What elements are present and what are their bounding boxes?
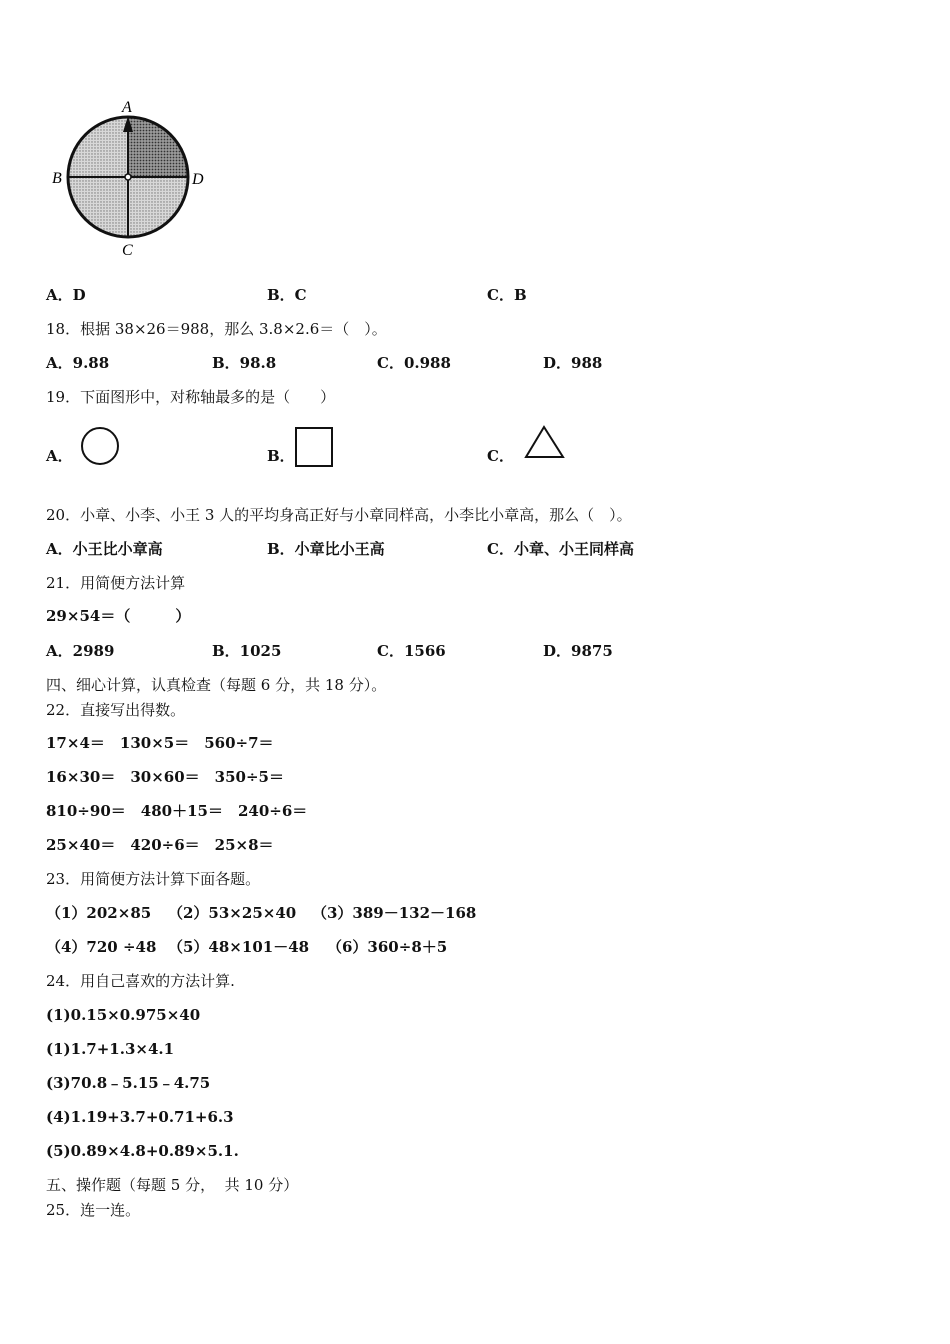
square-shape-icon[interactable]	[294, 426, 336, 470]
q25-stem: 25．连一连。	[46, 1201, 141, 1219]
q23-stem: 23．用简便方法计算下面各题。	[46, 870, 261, 888]
q23-item: （4）720 ÷48	[46, 938, 157, 956]
q23-item: （6）360÷8＋5	[327, 938, 448, 956]
q19-option-a[interactable]: A．	[46, 447, 73, 465]
q20-option-c[interactable]: C．小章、小王同样高	[487, 540, 634, 558]
q19-stem: 19．下面图形中，对称轴最多的是（ ）	[46, 388, 336, 406]
q20-option-a[interactable]: A．小王比小章高	[46, 540, 163, 558]
q18-option-d[interactable]: D．988	[543, 354, 603, 372]
q21-option-d[interactable]: D．9875	[543, 642, 613, 660]
q23-item: （2）53×25×40	[168, 904, 297, 922]
q22-stem: 22．直接写出得数。	[46, 701, 186, 719]
q21-option-a[interactable]: A．2989	[46, 642, 115, 660]
q21-stem: 21．用简便方法计算	[46, 574, 186, 592]
q23-item: （5）48×101－48	[168, 938, 310, 956]
q24-item: (1)0.15×0.975×40	[46, 1006, 201, 1024]
q21-expression: 29×54＝（ ）	[46, 607, 191, 625]
q22-row: 17×4＝ 130×5＝ 560÷7＝	[46, 734, 274, 752]
section-4-title: 四、细心计算，认真检查（每题 6 分，共 18 分）。	[46, 676, 387, 694]
label-b: B	[52, 170, 62, 187]
q22-row: 810÷90＝ 480＋15＝ 240÷6＝	[46, 802, 308, 820]
label-d: D	[192, 171, 204, 188]
q17-option-b[interactable]: B．C	[267, 286, 307, 304]
q22-row: 25×40＝ 420÷6＝ 25×8＝	[46, 836, 274, 854]
q18-option-b[interactable]: B．98.8	[212, 354, 277, 372]
q17-option-a[interactable]: A．D	[46, 286, 86, 304]
q24-item: (4)1.19+3.7+0.71+6.3	[46, 1108, 234, 1126]
q24-stem: 24．用自己喜欢的方法计算.	[46, 972, 235, 990]
triangle-shape-icon[interactable]	[523, 424, 567, 460]
q21-option-c[interactable]: C．1566	[377, 642, 446, 660]
q24-item: (1)1.7+1.3×4.1	[46, 1040, 175, 1058]
q22-row: 16×30＝ 30×60＝ 350÷5＝	[46, 768, 284, 786]
center-dot	[125, 174, 131, 180]
q18-stem: 18．根据 38×26＝988，那么 3.8×2.6＝（ ）。	[46, 320, 387, 338]
clock-circle-figure	[46, 96, 216, 261]
q17-option-c[interactable]: C．B	[487, 286, 527, 304]
q19-option-b[interactable]: B．	[267, 447, 295, 465]
section-5-title: 五、操作题（每题 5 分， 共 10 分）	[46, 1176, 299, 1194]
q23-item: （3）389－132－168	[312, 904, 477, 922]
q24-item: (3)70.8﹣5.15﹣4.75	[46, 1074, 211, 1092]
q21-option-b[interactable]: B．1025	[212, 642, 282, 660]
q18-option-a[interactable]: A．9.88	[46, 354, 110, 372]
q20-option-b[interactable]: B．小章比小王高	[267, 540, 385, 558]
q18-option-c[interactable]: C．0.988	[377, 354, 451, 372]
q24-item: (5)0.89×4.8+0.89×5.1.	[46, 1142, 239, 1160]
label-c: C	[122, 242, 133, 259]
q19-option-c[interactable]: C．	[487, 447, 514, 465]
q20-stem: 20．小章、小李、小王 3 人的平均身高正好与小章同样高，小李比小章高，那么（ ）。	[46, 506, 632, 524]
label-a: A	[122, 99, 132, 116]
q23-item: （1）202×85	[46, 904, 152, 922]
circle-shape-icon[interactable]	[79, 426, 123, 468]
